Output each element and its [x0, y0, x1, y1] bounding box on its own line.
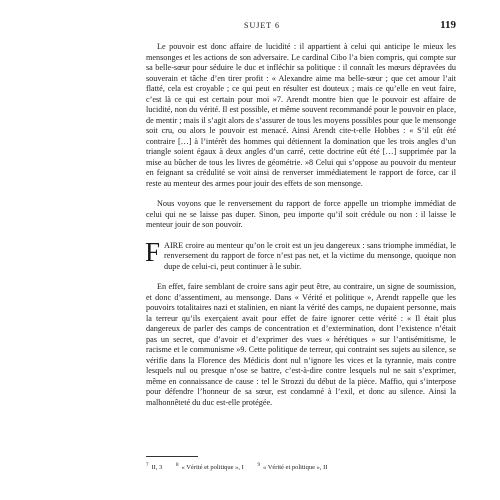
footnote-mark: 9	[257, 463, 260, 468]
section-break	[146, 231, 456, 241]
footnote-rule	[146, 456, 198, 457]
lead-paragraph-text: AIRE croire au menteur qu’on le croit est un jeu dangereux : sans triomphe immédiat, le renversement du rapport de force n’est pas net, et la victime du mensonge, quoique non dupe de celui-ci, peut continuer à le subir.	[164, 240, 456, 271]
paragraph: En effet, faire semblant de croire sans agir peut être, au contraire, un signe de soumission, et donc d’assentiment, au mensonge. Dans « Vérité et politique », Arendt rappelle que les pouvoirs totalitaires nazi et stalinien, en niant la vérité des camps, ne dupaient personne, mais la terreur qu’ils exerçaient avait pour effet de faire ignorer cette vérité : « Il était plus dangereux de parler des camps de concentration et d’extermination, dont l’existence n’était pas un secret, que d’avoir et d’exprimer des vues « hérétiques » sur l’antisémitisme, le racisme et le communisme »9. Cette politique de terreur, qui contraint ses sujets au silence, se vérifie dans la Florence des Médicis dont nul n’ignore les vices et la tyrannie, mais contre lesquels nul ou presque n’ose se battre, c’est-à-dire contre lesquels nul ne sait s’exprimer, même en connaissance de cause : tel le Strozzi du début de la pièce. Maffio, qui s’interpose pour défendre l’honneur de sa sœur, est condamné à l’exil, et donc au silence. Ainsi la malhonnêteté du duc est-elle protégée.	[146, 282, 456, 407]
footnote-text: « Vérité et politique », II	[262, 464, 328, 472]
footnote	[176, 464, 244, 471]
page-number: 119	[440, 19, 456, 31]
footnote	[257, 464, 327, 471]
footnote-mark: 7	[146, 463, 149, 468]
footnote-text: « Vérité et politique », I	[181, 464, 244, 472]
paragraph: Le pouvoir est donc affaire de lucidité : il appartient à celui qui anticipe le mieux les mensonges et les actions de son adversaire. Le cardinal Cibo l’a bien compris, qui compte sur sa belle-sœur pour séduire le duc et infléchir sa politique : il connaît les mœurs dépravées du souverain et tâche d’en tirer profit : « Alexandre aime ma belle-sœur ; que cet amour l’ait flatté, cela est croyable ; ce qui peut en résulter est douteux ; mais ce qu’elle en veut faire, c’est là ce qui est certain pour moi »7. Arendt montre bien que le pouvoir est affaire de lucidité, non du vérité. Il est possible, et même souvent recommandé pour le pouvoir en place, de mentir ; mais il s’agit alors de s’assurer de tous les moyens possibles pour que le mensonge soit cru, ou alors le pouvoir est menacé. Ainsi Arendt cite-t-elle Hobbes : « S’il eût été contraire […] à l’intérêt des hommes qui détiennent la domination que les trois angles d’un triangle soient égaux à deux angles d’un carré, cette doctrine eût été […] supprimée par la mise au bûcher de tous les livres de géométrie. »8 Celui qui s’oppose au pouvoir du menteur en feignant sa crédulité se voit ainsi de renverser immédiatement le rapport de force, car il reste au menteur des armes pour jouir des effets de son mensonge.	[146, 42, 456, 188]
body-text	[146, 42, 456, 408]
running-head: SUJET 6	[244, 21, 280, 30]
footnotes	[146, 461, 456, 472]
paragraph: Nous voyons que le renversement du rapport de force appelle un triomphe immédiat de celui qui ne se laisse pas duper. Sinon, peu importe qu’il soit crédule ou non : il laisse le menteur jouir de son pouvoir.	[146, 199, 456, 229]
page-header	[146, 21, 456, 35]
footnote	[146, 464, 162, 471]
footnote-text: II, 3	[151, 464, 163, 472]
footnote-mark: 8	[175, 463, 179, 468]
lead-paragraph	[145, 236, 456, 273]
drop-cap: F	[145, 236, 162, 267]
